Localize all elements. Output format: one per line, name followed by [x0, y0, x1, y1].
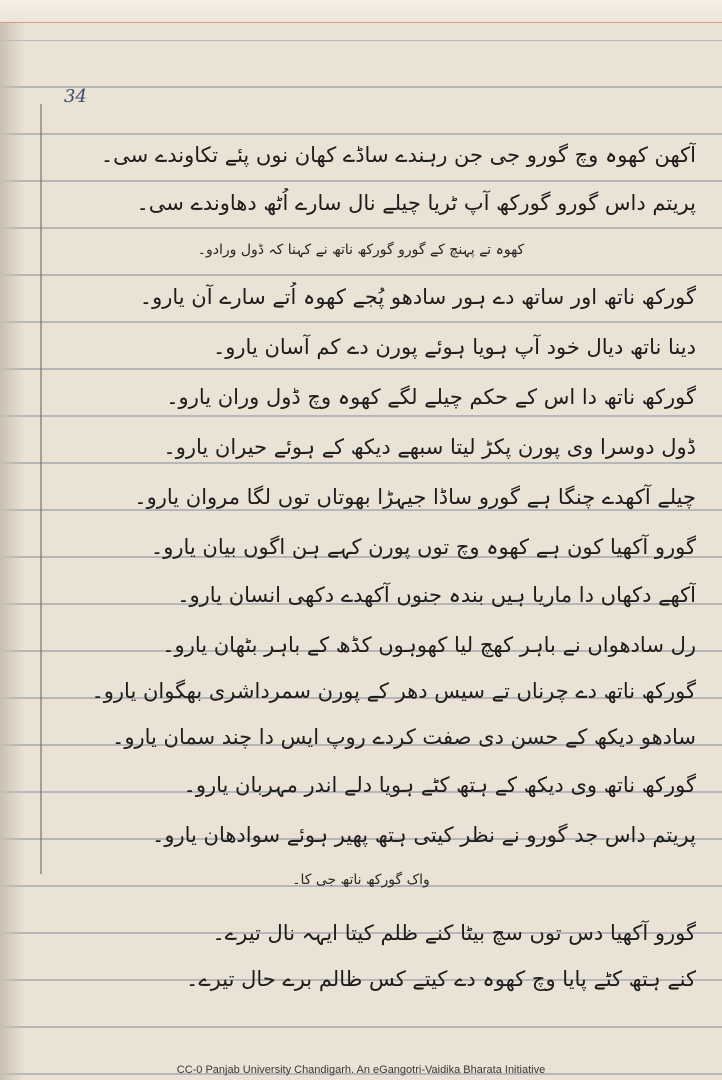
text-line-16: کنے ہتھ کٹے پایا وچ کھوہ دے کیتے کس ظالم برے حال تیرے۔	[186, 967, 696, 991]
text-line-2: پریتم داس گورو گورکھ آپ ٹریا چیلے نال سارے اُٹھ دھاوندے سی۔	[136, 191, 696, 215]
text-line-11: گورکھ ناتھ دے چرناں تے سیس دھر کے پورن سمرداشری بھگوان یارو۔	[91, 679, 696, 703]
text-line-15: گورو آکھیا دس توں سچ بیٹا کنے ظلم کیتا ایہہ نال تیرے۔	[212, 921, 696, 945]
text-line-5: گورکھ ناتھ دا اس کے حکم چیلے لگے کھوہ وچ ڈول وران یارو۔	[166, 385, 696, 409]
page-number: 34	[64, 86, 87, 107]
text-line-13: گورکھ ناتھ وی دیکھ کے ہتھ کٹے ہویا دلے اندر مہربان یارو۔	[183, 773, 696, 797]
section-heading-2: واک گورکھ ناتھ جی کا۔	[292, 872, 430, 888]
text-line-8: گورو آکھیا کون ہے کھوہ وچ توں پورن کہے ہن اگوں بیان یارو۔	[150, 535, 696, 559]
margin-rule	[40, 104, 42, 874]
text-line-4: دینا ناتھ دیال خود آپ ہویا ہوئے پورن دے کم آسان یارو۔	[212, 335, 696, 359]
text-line-9: آکھے دکھاں دا ماریا ہیں بندہ جنوں آکھدے دکھی انسان یارو۔	[177, 583, 696, 607]
footer-credit: CC-0 Panjab University Chandigarh. An eGangotri-Vaidika Bharata Initiative	[176, 1064, 546, 1076]
text-line-14: پریتم داس جد گورو نے نظر کیتی ہتھ پھیر ہوئے سوادھان یارو۔	[152, 823, 696, 847]
text-line-3: گورکھ ناتھ اور ساتھ دے ہور سادھو پُجے کھوہ اُتے سارے آن یارو۔	[139, 285, 696, 309]
text-line-7: چیلے آکھدے چنگا ہے گورو ساڈا جیہڑا بھوتاں توں لگا مروان یارو۔	[134, 485, 696, 509]
text-line-10: رل سادھواں نے باہر کھچ لیا کھوہوں کڈھ کے باہر بٹھان یارو۔	[162, 633, 696, 657]
section-heading-1: کھوہ تے پہنچ کے گورو گورکھ ناتھ نے کہنا کہ ڈول ورادو۔	[197, 242, 525, 258]
text-line-6: ڈول دوسرا وی پورن پکڑ لیتا سبھے دیکھ کے ہوئے حیران یارو۔	[163, 435, 696, 459]
text-line-1: آکھن کھوہ وچ گورو جی جن رہندے ساڈے کھان نوں پئے تکاوندے سی۔	[100, 143, 696, 167]
text-line-12: سادھو دیکھ کے حسن دی صفت کردے روپ ایس دا چند سمان یارو۔	[112, 725, 696, 749]
page-top-edge	[0, 0, 722, 23]
